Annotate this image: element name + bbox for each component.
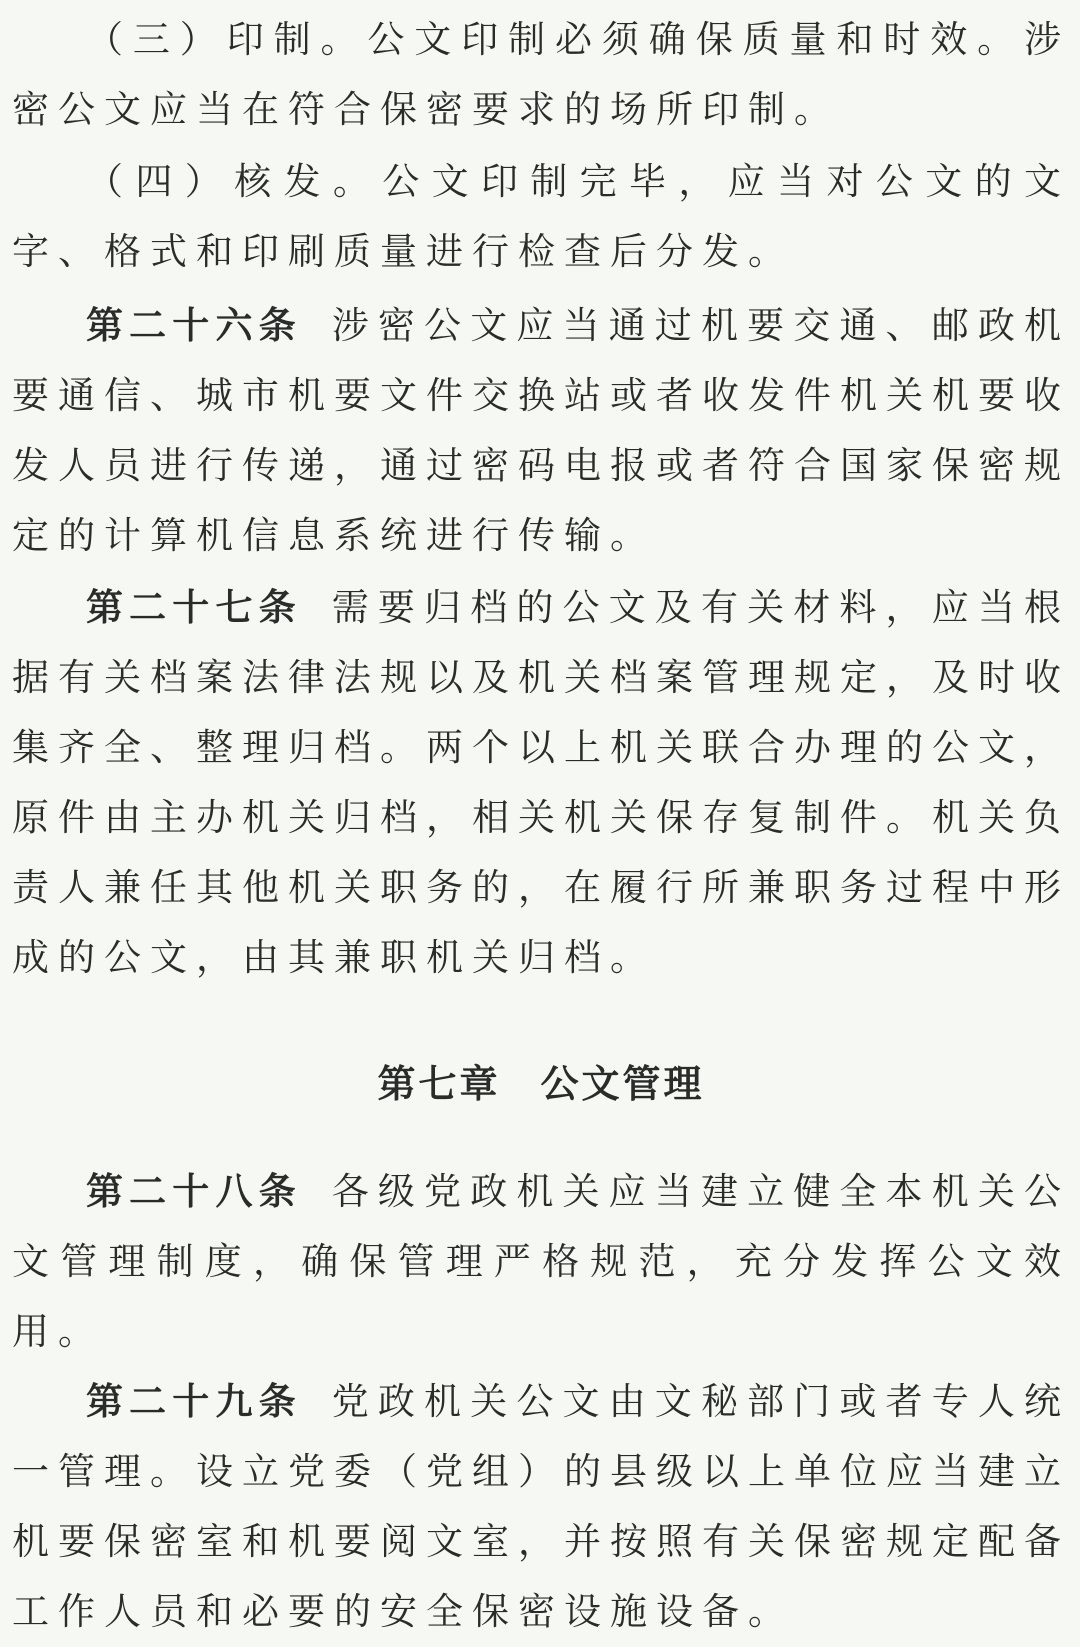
article-number: 第二十九条 (86, 1380, 302, 1423)
article-27 (12, 573, 1070, 993)
article-number: 第二十七条 (86, 586, 302, 629)
chapter-number: 第七章 (377, 1062, 501, 1106)
article-28 (12, 1157, 1070, 1367)
document-page (0, 5, 1080, 1633)
article-text: 涉密公文应当通过机要交通、邮政机要通信、城市机要文件交换站或者收发件机关机要收发人员进行传递，通过密码电报或者符合国家保密规定的计算机信息系统进行传输。 (12, 304, 1070, 557)
paragraph-text: （四）核发。公文印制完毕，应当对公文的文字、格式和印刷质量进行检查后分发。 (12, 160, 1070, 273)
paragraph-text: （三）印制。公文印制必须确保质量和时效。涉密公文应当在符合保密要求的场所印制。 (12, 18, 1070, 131)
article-text: 党政机关公文由文秘部门或者专人统一管理。设立党委（党组）的县级以上单位应当建立机要保密室和机要阅文室，并按照有关保密规定配备工作人员和必要的安全保密设施设备。 (12, 1380, 1070, 1633)
paragraph-printing (12, 5, 1070, 145)
article-26 (12, 291, 1070, 571)
chapter-title: 公文管理 (540, 1062, 705, 1106)
article-number: 第二十六条 (86, 304, 302, 347)
paragraph-distribution (12, 147, 1070, 287)
article-number: 第二十八条 (86, 1170, 302, 1213)
article-text: 各级党政机关应当建立健全本机关公文管理制度，确保管理严格规范，充分发挥公文效用。 (12, 1170, 1070, 1353)
article-29 (12, 1367, 1070, 1647)
document-body (12, 5, 1070, 1647)
article-text: 需要归档的公文及有关材料，应当根据有关档案法律法规以及机关档案管理规定，及时收集齐全、整理归档。两个以上机关联合办理的公文，原件由主办机关归档，相关机关保存复制件。机关负责人兼任其他机关职务的，在履行所兼职务过程中形成的公文，由其兼职机关归档。 (12, 586, 1070, 979)
chapter-heading (12, 1049, 1070, 1119)
